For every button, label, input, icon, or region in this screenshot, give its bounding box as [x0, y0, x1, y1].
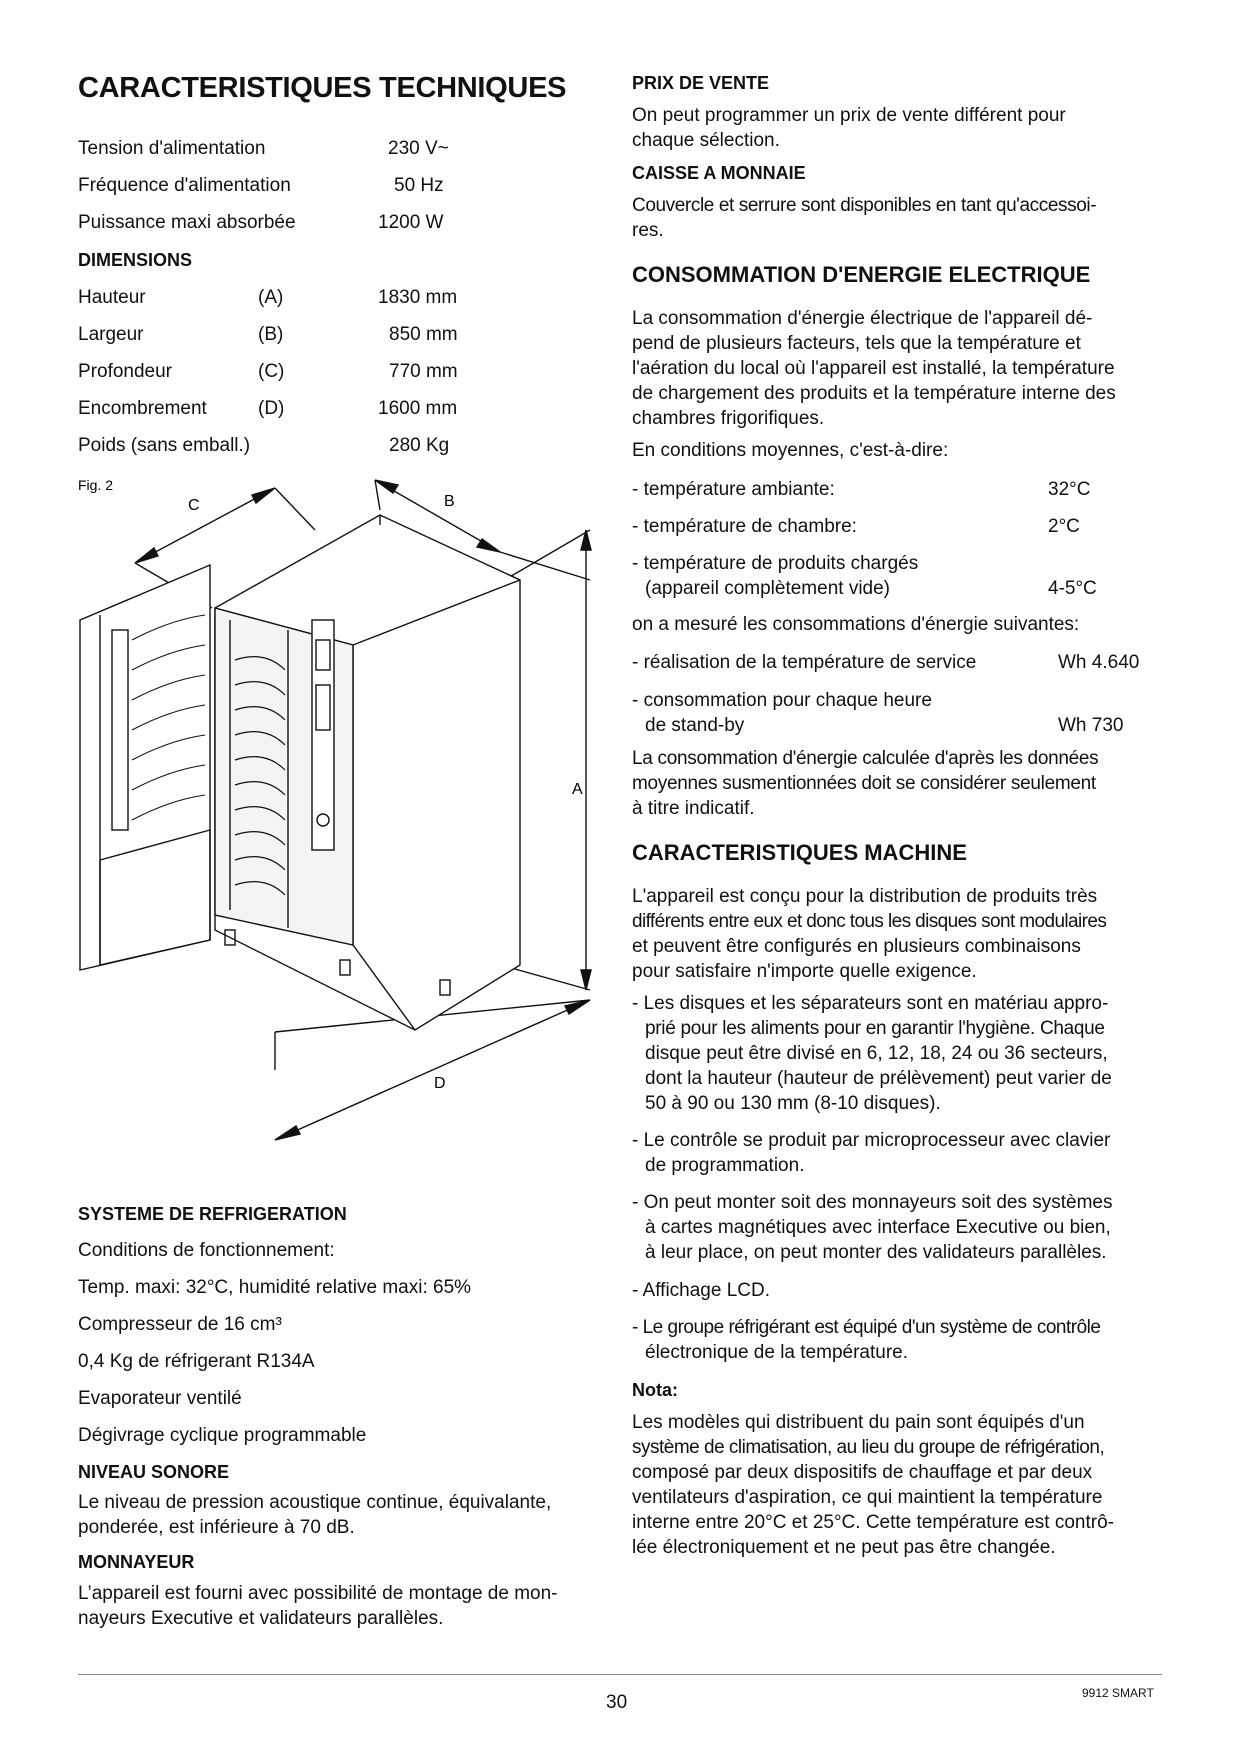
dimension-code: (C) [258, 361, 285, 382]
dim-label-d: D [434, 1075, 446, 1092]
energy-conditions: En conditions moyennes, c'est-à-dire: [632, 440, 949, 461]
dimension-label: Hauteur [78, 287, 146, 308]
energy-outro-line: La consommation d'énergie calculée d'après les données [632, 748, 1099, 769]
page-title: CARACTERISTIQUES TECHNIQUES [78, 72, 567, 104]
spec-value: 230 V~ [388, 138, 449, 159]
energy-products-label: - température de produits chargés [632, 553, 919, 574]
energy-standby-label: de stand-by [645, 715, 745, 736]
energy-intro-line: de chargement des produits et la température interne des [632, 383, 1116, 404]
figure-caption: Fig. 2 [78, 477, 114, 493]
energy-products-value: 4-5°C [1048, 578, 1097, 599]
machine-bullet-line: 50 à 90 ou 130 mm (8-10 disques). [645, 1093, 941, 1114]
dimension-label: Encombrement [78, 398, 207, 419]
spec-value: 50 Hz [394, 175, 444, 196]
machine-bullet-line: dont la hauteur (hauteur de prélèvement) peut varier de [645, 1068, 1112, 1089]
noise-heading: NIVEAU SONORE [78, 1462, 230, 1482]
cashbox-heading: CAISSE A MONNAIE [632, 163, 806, 183]
document-reference: 9912 SMART [1082, 1686, 1154, 1700]
nota-line: ventilateurs d'aspiration, ce qui maintient la température [632, 1487, 1103, 1508]
machine-bullet-line: à cartes magnétiques avec interface Executive ou bien, [645, 1217, 1111, 1238]
machine-heading: CARACTERISTIQUES MACHINE [632, 840, 967, 865]
spec-label: Fréquence d'alimentation [78, 175, 291, 196]
energy-measured: on a mesuré les consommations d'énergie suivantes: [632, 614, 1080, 635]
dim-label-a: A [572, 781, 583, 798]
dimension-label: Profondeur [78, 361, 173, 382]
energy-intro-line: l'aération du local où l'appareil est installé, la température [632, 358, 1115, 379]
coin-heading: MONNAYEUR [78, 1552, 195, 1572]
dimension-code: (B) [258, 324, 284, 345]
nota-heading: Nota: [632, 1380, 678, 1400]
dimension-value: 1600 mm [378, 398, 458, 419]
energy-intro-line: La consommation d'énergie électrique de l'appareil dé- [632, 308, 1093, 329]
refrigeration-line: Temp. maxi: 32°C, humidité relative maxi: 65% [78, 1277, 472, 1298]
machine-bullet-line: - On peut monter soit des monnayeurs soit des systèmes [632, 1192, 1113, 1213]
energy-intro-line: pend de plusieurs facteurs, tels que la température et [632, 333, 1081, 354]
machine-bullet-line: électronique de la température. [645, 1342, 908, 1363]
weight-label: Poids (sans emball.) [78, 435, 251, 456]
machine-bullet-line: - Les disques et les séparateurs sont en matériau appro- [632, 993, 1109, 1014]
energy-service-value: Wh 4.640 [1058, 652, 1140, 673]
cashbox-text: res. [632, 220, 664, 241]
energy-standby-label: - consommation pour chaque heure [632, 690, 932, 711]
noise-text: Le niveau de pression acoustique continue, équivalante, [78, 1492, 552, 1513]
machine-bullet-line: disque peut être divisé en 6, 12, 18, 24 ou 36 secteurs, [645, 1043, 1108, 1064]
nota-line: système de climatisation, au lieu du groupe de réfrigération, [632, 1437, 1105, 1458]
dimension-value: 850 mm [389, 324, 458, 345]
weight-value: 280 Kg [389, 435, 450, 456]
price-heading: PRIX DE VENTE [632, 73, 770, 93]
nota-line: interne entre 20°C et 25°C. Cette température est contrô- [632, 1512, 1114, 1533]
dimension-label: Largeur [78, 324, 144, 345]
energy-temp-value: 32°C [1048, 479, 1091, 500]
energy-products-label: (appareil complètement vide) [645, 578, 891, 599]
machine-bullet-line: à leur place, on peut monter des validateurs parallèles. [645, 1242, 1107, 1263]
dim-label-b: B [444, 493, 455, 510]
dimension-value: 1830 mm [378, 287, 458, 308]
dimension-value: 770 mm [389, 361, 458, 382]
machine-bullet-line: - Affichage LCD. [632, 1280, 771, 1301]
refrigeration-line: Conditions de fonctionnement: [78, 1240, 335, 1261]
machine-intro-line: différents entre eux et donc tous les disques sont modulaires [632, 911, 1107, 932]
energy-service-label: - réalisation de la température de service [632, 652, 977, 673]
refrigeration-line: Compresseur de 16 cm³ [78, 1314, 282, 1335]
machine-dimension-figure [70, 470, 610, 1190]
refrigeration-line: Dégivrage cyclique programmable [78, 1425, 367, 1446]
nota-line: Les modèles qui distribuent du pain sont équipés d'un [632, 1412, 1085, 1433]
coin-text: L’appareil est fourni avec possibilité de montage de mon- [78, 1583, 558, 1604]
dimensions-heading: DIMENSIONS [78, 250, 193, 270]
energy-temp-value: 2°C [1048, 516, 1080, 537]
energy-temp-label: - température de chambre: [632, 516, 857, 537]
energy-temp-label: - température ambiante: [632, 479, 835, 500]
energy-heading: CONSOMMATION D'ENERGIE ELECTRIQUE [632, 262, 1091, 287]
machine-intro-line: L'appareil est conçu pour la distribution de produits très [632, 886, 1098, 907]
energy-outro-line: à titre indicatif. [632, 798, 755, 819]
cashbox-text: Couvercle et serrure sont disponibles en tant qu'accessoi- [632, 195, 1097, 216]
refrigeration-line: Evaporateur ventilé [78, 1388, 242, 1409]
refrigeration-line: 0,4 Kg de réfrigerant R134A [78, 1351, 315, 1372]
nota-line: lée électroniquement et ne peut pas être changée. [632, 1537, 1056, 1558]
nota-line: composé par deux dispositifs de chauffage et par deux [632, 1462, 1093, 1483]
spec-label: Tension d'alimentation [78, 138, 266, 159]
spec-label: Puissance maxi absorbée [78, 212, 296, 233]
noise-text: ponderée, est inférieure à 70 dB. [78, 1517, 355, 1538]
page-number: 30 [606, 1692, 628, 1713]
machine-bullet-line: prié pour les aliments pour en garantir l'hygiène. Chaque [645, 1018, 1105, 1039]
dimension-code: (D) [258, 398, 285, 419]
coin-text: nayeurs Executive et validateurs parallèles. [78, 1608, 444, 1629]
machine-intro-line: pour satisfaire n'importe quelle exigence. [632, 961, 977, 982]
machine-bullet-line: de programmation. [645, 1155, 805, 1176]
spec-value: 1200 W [378, 212, 444, 233]
price-text: chaque sélection. [632, 130, 780, 151]
footer-divider [78, 1674, 1162, 1675]
refrigeration-heading: SYSTEME DE REFRIGERATION [78, 1204, 347, 1224]
machine-intro-line: et peuvent être configurés en plusieurs combinaisons [632, 936, 1081, 957]
energy-standby-value: Wh 730 [1058, 715, 1124, 736]
machine-bullet-line: - Le groupe réfrigérant est équipé d'un système de contrôle [632, 1317, 1101, 1338]
machine-bullet-line: - Le contrôle se produit par microprocesseur avec clavier [632, 1130, 1111, 1151]
price-text: On peut programmer un prix de vente différent pour [632, 105, 1066, 126]
dim-label-c: C [188, 497, 200, 514]
energy-outro-line: moyennes susmentionnées doit se considérer seulement [632, 773, 1096, 794]
energy-intro-line: chambres frigorifiques. [632, 408, 825, 429]
dimension-code: (A) [258, 287, 284, 308]
